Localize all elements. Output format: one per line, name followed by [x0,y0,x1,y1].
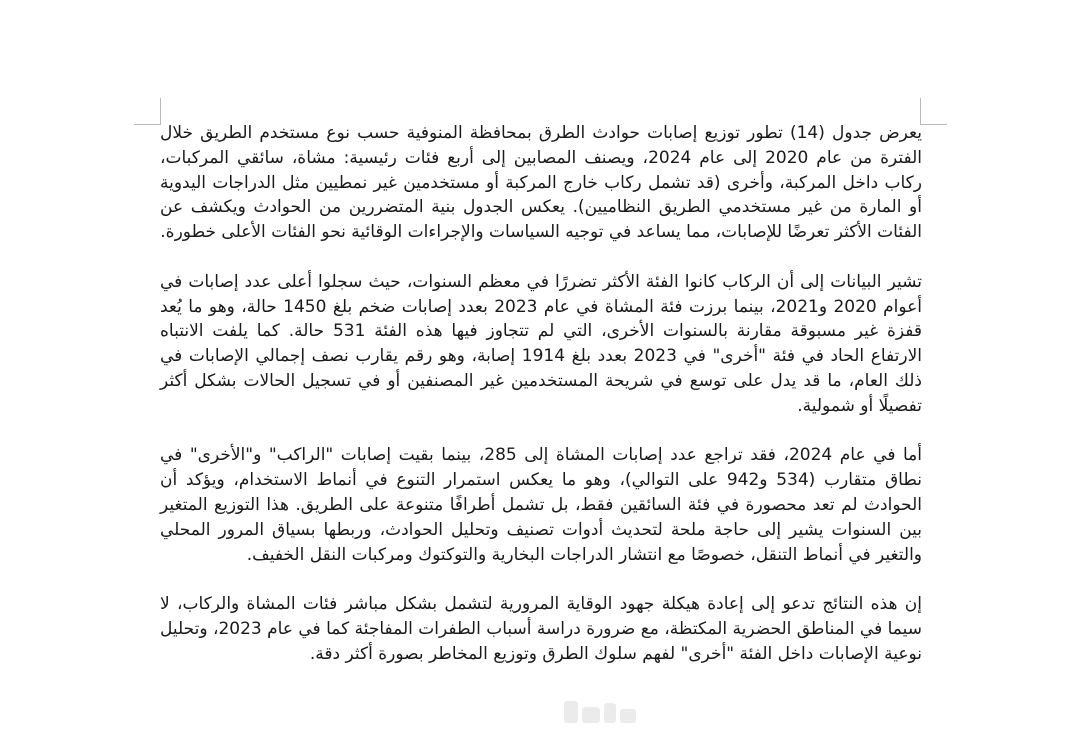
page-corner-mark-top-right [920,98,947,125]
faint-watermark-mark [560,695,640,729]
document-body[interactable] [160,121,922,667]
page-corner-mark-top-left [134,98,161,125]
paragraph-3[interactable]: أما في عام 2024، فقد تراجع عدد إصابات المشاة إلى 285، بينما بقيت إصابات "الراكب" و"الأخرى" في نطاق متقارب (534 و942 على التوالي)، وهو ما يعكس استمرار التنوع في أنماط الاستخدام، ويؤكد أن الحوادث لم تعد محصورة في فئة السائقين فقط، بل تشمل أطرافًا متنوعة على الطريق. هذا التوزيع المتغير بين السنوات يشير إلى حاجة ملحة لتحديث أدوات تصنيف وتحليل الحوادث، وربطها بسياق المرور المحلي والتغير في أنماط التنقل، خصوصًا مع انتشار الدراجات البخارية والتوكتوك ومركبات النقل الخفيف. [160,445,922,565]
paragraph-4[interactable]: إن هذه النتائج تدعو إلى إعادة هيكلة جهود الوقاية المرورية لتشمل بشكل مباشر فئات المشاة والركاب، لا سيما في المناطق الحضرية المكتظة، مع ضرورة دراسة أسباب الطفرات المفاجئة كما في عام 2023، وتحليل نوعية الإصابات داخل الفئة "أخرى" لفهم سلوك الطرق وتوزيع المخاطر بصورة أكثر دقة. [160,594,922,664]
paragraph-2[interactable]: تشير البيانات إلى أن الركاب كانوا الفئة الأكثر تضررًا في معظم السنوات، حيث سجلوا أعلى عدد إصابات في أعوام 2020 و2021، بينما برزت فئة المشاة في عام 2023 بعدد إصابات ضخم بلغ 1450 حالة، وهو ما يُعد قفزة غير مسبوقة مقارنة بالسنوات الأخرى، التي لم تتجاوز فيها هذه الفئة 531 حالة. كما يلفت الانتباه الارتفاع الحاد في فئة "أخرى" في 2023 بعدد بلغ 1914 إصابة، وهو رقم يقارب نصف إجمالي الإصابات في ذلك العام، ما قد يدل على توسع في شريحة المستخدمين غير المصنفين أو في تسجيل الحالات بشكل أكثر تفصيلًا أو شمولية. [160,271,922,416]
paragraph-1[interactable]: يعرض جدول (14) تطور توزيع إصابات حوادث الطرق بمحافظة المنوفية حسب نوع مستخدم الطريق خلال الفترة من عام 2020 إلى عام 2024، ويصنف المصابين إلى أربع فئات رئيسية: مشاة، سائقي المركبات، ركاب داخل المركبة، وأخرى (قد تشمل ركاب خارج المركبة أو مستخدمين غير نمطيين مثل الدراجات اليدوية أو المارة من غير مستخدمي الطريق النظاميين). يعكس الجدول بنية المتضررين من الحوادث ويكشف عن الفئات الأكثر تعرضًا للإصابات، مما يساعد في توجيه السياسات والإجراءات الوقائية نحو الفئات الأعلى خطورة. [160,123,923,243]
